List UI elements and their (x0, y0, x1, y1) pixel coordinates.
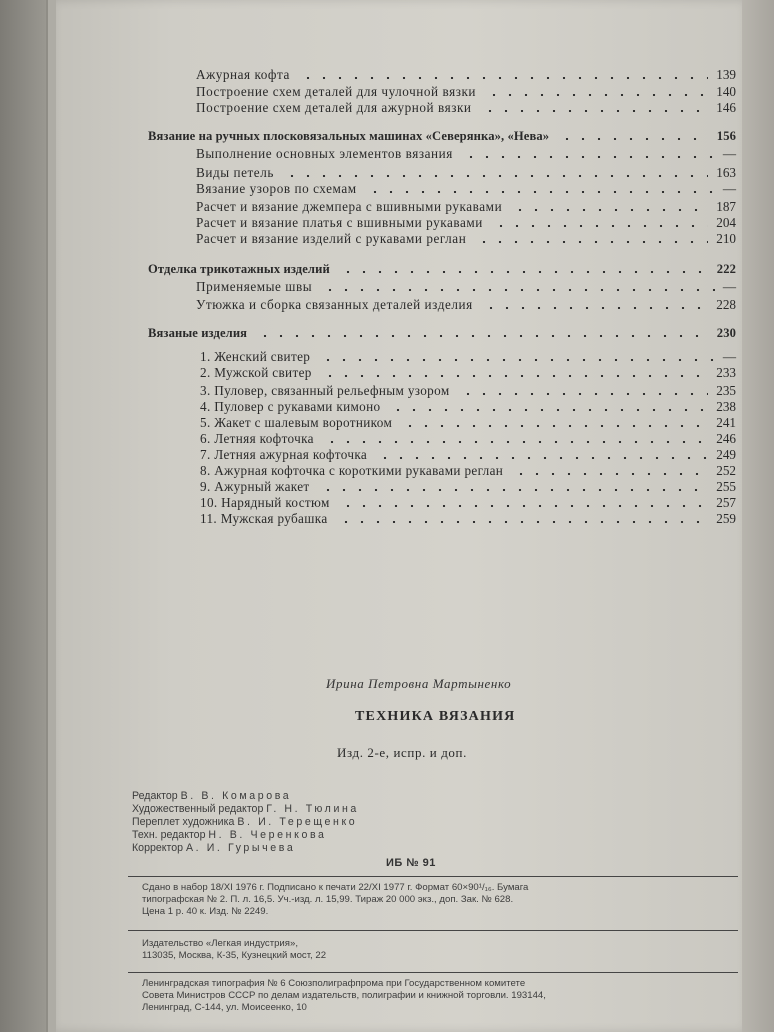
toc-entry-title: Расчет и вязание платья с вшивными рукавами (196, 215, 483, 230)
toc-leader-dots (320, 489, 708, 491)
credit-line: Корректор А. И. Гурычева (132, 842, 296, 854)
toc-entry (140, 463, 736, 479)
toc-page-number: — (722, 146, 736, 161)
toc-entry (140, 365, 736, 381)
toc-entry-title: Вязание на ручных плосковязальных машинах «Северянка», «Нева» (148, 129, 550, 143)
toc-page-number: 233 (716, 365, 736, 380)
toc-leader-dots (559, 138, 709, 140)
background-surface-right (740, 0, 774, 1032)
toc-entry-title: Вязание узоров по схемам (196, 181, 357, 196)
toc-entry-title: 9. Ажурный жакет (200, 479, 310, 494)
toc-entry-title: 10. Нарядный костюм (200, 495, 330, 510)
toc-entry (140, 165, 736, 181)
toc-leader-dots (257, 335, 709, 337)
toc-page-number: 140 (716, 84, 736, 99)
toc-entry-title: 1. Женский свитер (200, 349, 311, 364)
toc-entry (140, 415, 736, 431)
toc-leader-dots (512, 209, 708, 211)
toc-leader-dots (476, 241, 708, 243)
toc-leader-dots (390, 409, 708, 411)
imprint-line: Ленинградская типография № 6 Союзполиграфпрома при Государственном комитете (142, 978, 526, 989)
toc-entry-title: 4. Пуловер с рукавами кимоно (200, 399, 381, 414)
toc-entry (140, 479, 736, 495)
toc-page-number: 235 (716, 383, 736, 398)
toc-page-number: 228 (716, 297, 736, 312)
toc-entry (140, 100, 736, 116)
imprint-line: Издательство «Легкая индустрия», (142, 938, 298, 949)
imprint-line: Совета Министров СССР по делам издательств, полиграфии и книжной торговли. 193144, (142, 989, 546, 1001)
toc-leader-dots (482, 110, 708, 112)
toc-entry-title: Утюжка и сборка связанных деталей изделия (196, 297, 473, 312)
ib-number: ИБ № 91 (386, 857, 436, 869)
toc-page-number: 259 (716, 511, 736, 526)
toc-leader-dots (402, 425, 708, 427)
toc-entry (140, 146, 736, 162)
toc-section (140, 128, 736, 144)
toc-page-number: 204 (716, 215, 736, 230)
printing-details (142, 882, 528, 917)
toc-entry-title: Построение схем деталей для чулочной вязки (196, 84, 477, 99)
imprint-line: 113035, Москва, К-35, Кузнецкий мост, 22 (142, 949, 327, 961)
imprint-line: Ленинград, С-144, ул. Моисеенко, 10 (142, 1001, 307, 1013)
toc-page-number: 187 (716, 199, 736, 214)
book-title: ТЕХНИКА ВЯЗАНИЯ (355, 709, 516, 724)
toc-entry-title: Расчет и вязание изделий с рукавами реглан (196, 231, 467, 246)
toc-entry (140, 495, 736, 511)
toc-entry-title: 8. Ажурная кофточка с короткими рукавами реглан (200, 463, 504, 478)
toc-entry (140, 231, 736, 247)
toc-page-number: 238 (716, 399, 736, 414)
publisher-address (142, 938, 326, 962)
toc-section (140, 261, 736, 277)
toc-entry (140, 215, 736, 231)
toc-leader-dots (340, 271, 709, 273)
toc-page-number: 252 (716, 463, 736, 478)
toc-entry-title: Виды петель (196, 165, 274, 180)
toc-entry (140, 67, 736, 83)
toc-leader-dots (338, 521, 708, 523)
imprint-line: Сдано в набор 18/XI 1976 г. Подписано к печати 22/XI 1977 г. Формат 60×90¹/₁₆. Бумага (142, 882, 529, 893)
toc-leader-dots (463, 156, 715, 158)
toc-entry (140, 383, 736, 399)
toc-page-number: 163 (716, 165, 736, 180)
toc-page-number: 156 (716, 129, 736, 143)
toc-entry-title: 7. Летняя ажурная кофточка (200, 447, 368, 462)
background-surface-left (0, 0, 46, 1032)
toc-page-number: 255 (716, 479, 736, 494)
toc-entry-title: Расчет и вязание джемпера с вшивными рукавами (196, 199, 503, 214)
toc-page-number: 249 (716, 447, 736, 462)
toc-entry (140, 431, 736, 447)
toc-page-number: 257 (716, 495, 736, 510)
author-name: Ирина Петровна Мартыненко (326, 676, 512, 691)
toc-leader-dots (340, 505, 708, 507)
toc-entry-title: Вязаные изделия (148, 326, 248, 340)
book-page-edge (48, 0, 56, 1032)
imprint-line: Цена 1 р. 40 к. Изд. № 2249. (142, 905, 269, 917)
toc-entry (140, 297, 736, 313)
toc-page-number: 210 (716, 231, 736, 246)
toc-leader-dots (377, 457, 708, 459)
credit-line: Переплет художника В. И. Терещенко (132, 816, 358, 828)
toc-entry-title: Применяемые швы (196, 279, 313, 294)
toc-entry (140, 199, 736, 215)
toc-leader-dots (320, 359, 715, 361)
printer-details (142, 978, 546, 1013)
toc-entry-title: 6. Летняя кофточка (200, 431, 314, 446)
imprint-divider (128, 972, 738, 973)
toc-page-number: — (722, 181, 736, 196)
imprint-divider (128, 876, 738, 877)
toc-section (140, 325, 736, 341)
toc-page-number: 139 (716, 67, 736, 82)
toc-leader-dots (493, 225, 708, 227)
toc-entry (140, 279, 736, 295)
toc-entry (140, 181, 736, 197)
toc-leader-dots (300, 77, 708, 79)
credit-line: Художественный редактор Г. Н. Тюлина (132, 803, 359, 815)
toc-entry-title: Ажурная кофта (196, 67, 290, 82)
credit-line: Техн. редактор Н. В. Черенкова (132, 829, 327, 841)
toc-entry-title: 3. Пуловер, связанный рельефным узором (200, 383, 450, 398)
toc-entry-title: 5. Жакет с шалевым воротником (200, 415, 393, 430)
toc-leader-dots (486, 94, 708, 96)
credit-line: Редактор В. В. Комарова (132, 790, 292, 802)
credits-block (132, 790, 359, 855)
toc-leader-dots (322, 375, 708, 377)
toc-entry (140, 84, 736, 100)
toc-entry (140, 511, 736, 527)
toc-leader-dots (367, 191, 715, 193)
toc-leader-dots (483, 307, 708, 309)
edition-note: Изд. 2-е, испр. и доп. (337, 745, 467, 760)
toc-page-number: 222 (716, 262, 736, 276)
toc-page-number: 246 (716, 431, 736, 446)
toc-entry-title: Выполнение основных элементов вязания (196, 146, 453, 161)
toc-entry-title: 2. Мужской свитер (200, 365, 312, 380)
toc-page-number: — (722, 349, 736, 364)
toc-entry (140, 447, 736, 463)
toc-leader-dots (460, 393, 708, 395)
toc-page-number: 146 (716, 100, 736, 115)
toc-leader-dots (324, 441, 708, 443)
imprint-divider (128, 930, 738, 931)
toc-entry (140, 349, 736, 365)
toc-entry-title: Отделка трикотажных изделий (148, 262, 330, 276)
imprint-line: типографская № 2. П. л. 16,5. Уч.-изд. л. 15,99. Тираж 20 000 экз., доп. Зак. № 628. (142, 893, 514, 905)
toc-page-number: 241 (716, 415, 736, 430)
toc-leader-dots (284, 175, 708, 177)
toc-leader-dots (322, 289, 715, 291)
toc-entry-title: 11. Мужская рубашка (200, 511, 328, 526)
toc-page-number: — (722, 279, 736, 294)
toc-page-number: 230 (716, 326, 736, 340)
toc-entry-title: Построение схем деталей для ажурной вязки (196, 100, 472, 115)
toc-leader-dots (513, 473, 708, 475)
toc-entry (140, 399, 736, 415)
